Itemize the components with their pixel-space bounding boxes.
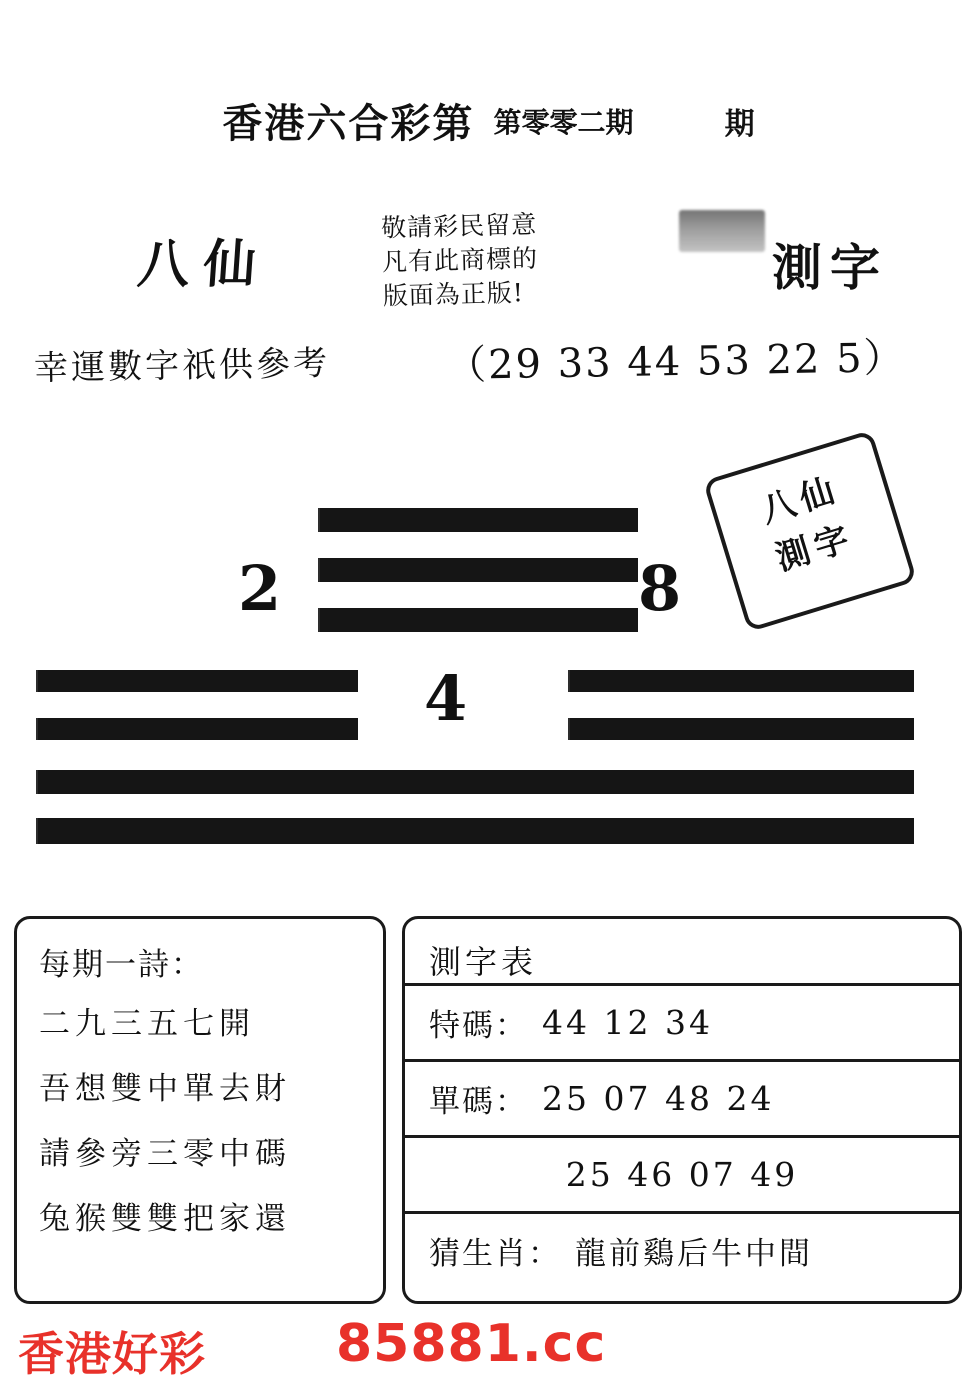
- table-title: 測字表: [429, 943, 538, 981]
- hexagram-number-center: 4: [424, 662, 468, 735]
- poem-line: 兔猴雙雙把家還: [39, 1201, 291, 1237]
- table-row-values: 25 07 48 24: [542, 1079, 775, 1118]
- header-title-line: [222, 92, 754, 149]
- prediction-table-panel: [402, 916, 962, 1304]
- notice-block: [381, 204, 673, 313]
- hexagram-bar: [318, 608, 638, 632]
- table-row: [405, 1059, 959, 1135]
- ink-smudge-icon: [679, 210, 765, 252]
- poem-title: 每期一詩：: [39, 947, 204, 983]
- table-row-label: 特碼：: [429, 1008, 528, 1044]
- poem-line: 吾想雙中單去財: [39, 1071, 291, 1107]
- hexagram-bar: [568, 670, 914, 692]
- lucky-numbers-value: （29 33 44 53 22 5）: [445, 334, 906, 390]
- page-title: 香港六合彩第: [222, 100, 475, 147]
- footer: [18, 1314, 958, 1381]
- hexagram-bar: [318, 508, 638, 532]
- hexagram-bar: [568, 718, 914, 740]
- hexagram-number-left: 2: [238, 552, 282, 625]
- issue-number: 第零零二期: [493, 105, 634, 139]
- notice-line-3: 版面為正版!: [382, 278, 525, 311]
- table-row: [405, 983, 959, 1059]
- table-row-zodiac: [405, 1211, 959, 1287]
- brand-name-left: 八仙: [135, 234, 272, 295]
- poem-line: 請參旁三零中碼: [39, 1136, 291, 1172]
- hexagram-bar: [36, 818, 914, 844]
- lucky-numbers-label: 幸運數字祇供參考: [33, 343, 331, 389]
- hexagram-bar: [36, 670, 358, 692]
- hexagram-bar: [36, 718, 358, 740]
- bottom-panels: [14, 916, 962, 1304]
- zodiac-value: 龍前鷄后牛中間: [575, 1236, 813, 1272]
- hexagram-bar: [318, 558, 638, 582]
- table-row: [405, 1135, 959, 1211]
- poem-line: 二九三五七開: [39, 1006, 255, 1042]
- table-row-values: 25 46 07 49: [565, 1155, 799, 1194]
- seal-text: [713, 452, 903, 597]
- zodiac-label: 猜生肖：: [429, 1236, 561, 1272]
- poem-panel: [14, 916, 386, 1304]
- page-header: [0, 92, 977, 149]
- issue-suffix: 期: [724, 106, 755, 142]
- hexagram-bar: [36, 770, 914, 794]
- seal-line-1: 八仙: [756, 469, 845, 532]
- notice-line-1: 敬請彩民留意: [380, 209, 538, 243]
- hexagram-number-right: 8: [638, 552, 682, 625]
- footer-site-name: 香港好彩: [18, 1327, 206, 1381]
- seal-line-2: 測字: [771, 517, 860, 580]
- footer-site-url[interactable]: 85881.cc: [336, 1314, 607, 1374]
- notice-line-2: 凡有此商標的: [381, 243, 539, 277]
- brand-name-right: 測字: [772, 238, 888, 297]
- table-row-label: 單碼：: [429, 1084, 528, 1120]
- table-row-values: 44 12 34: [542, 1003, 713, 1042]
